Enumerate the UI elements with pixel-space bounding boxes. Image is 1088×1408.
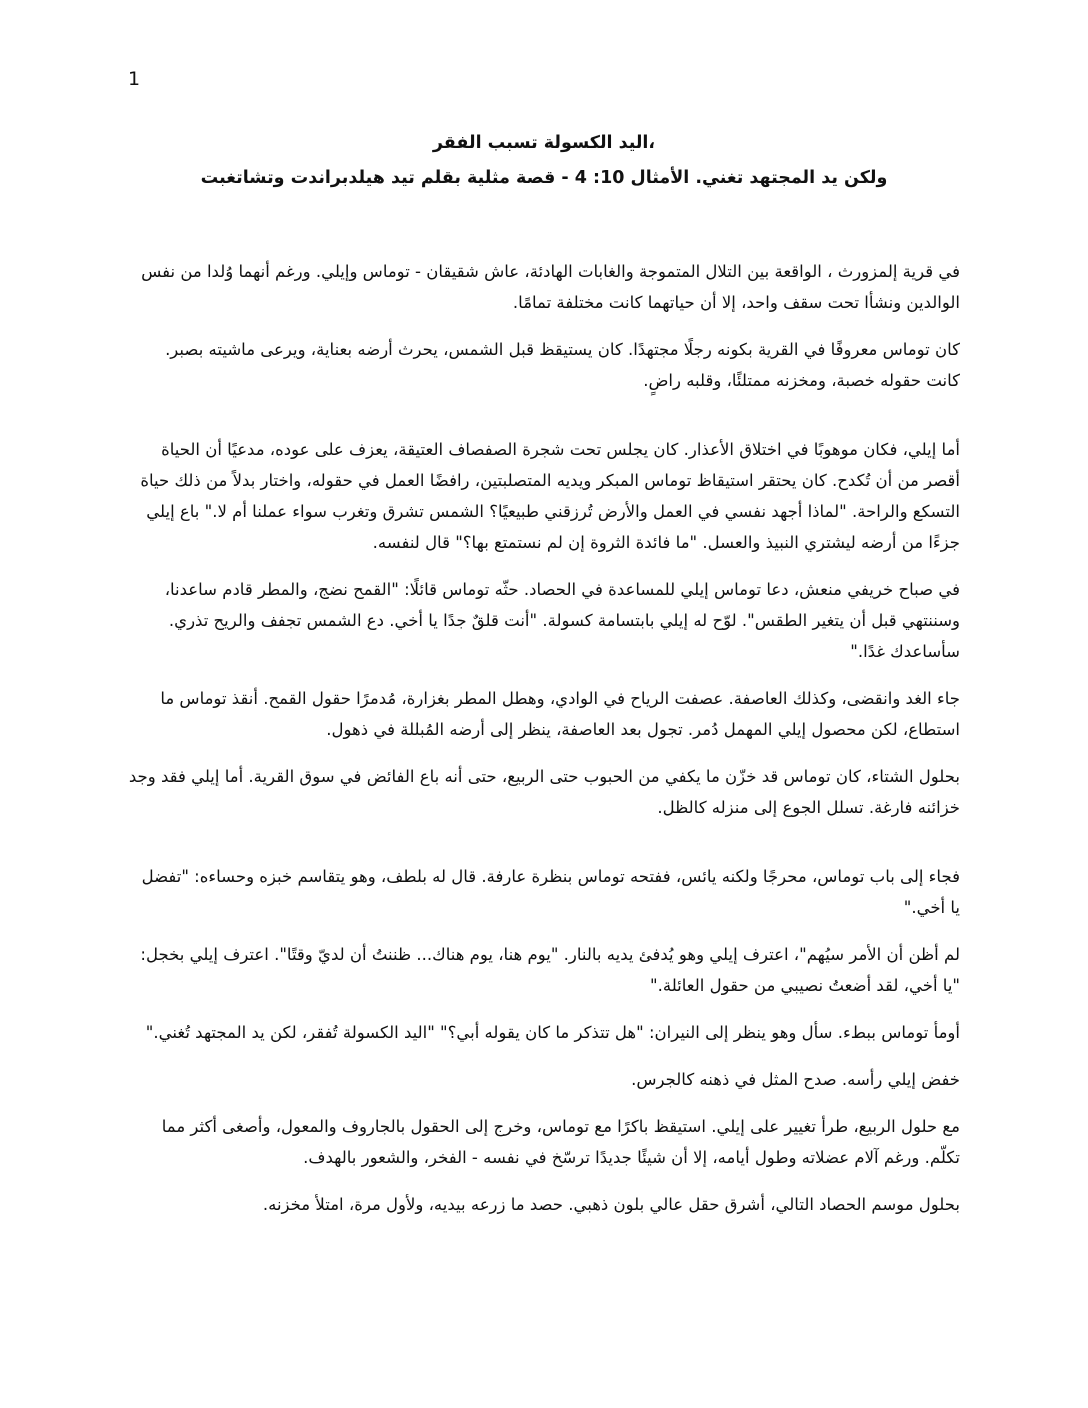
paragraph-8: لم أظن أن الأمر سيُهم"، اعترف إيلي وهو يُدفئ يديه بالنار. "يوم هنا، يوم هناك... ظننتُ أن لديّ وقتًا". اعترف إيلي بخجل: "يا أخي، لقد أضعتُ نصيبي من حقول العائلة." <box>140 945 960 995</box>
story-body <box>128 256 960 1220</box>
paragraph-4: في صباح خريفي منعش، دعا توماس إيلي للمساعدة في الحصاد. حثّه توماس قائلًا: "القمح نضج، والمطر قادم ساعدنا، وسننتهي قبل أن يتغير الطقس". لوّح له إيلي بابتسامة كسولة. "أنت قلقٌ جدًا يا أخي. دع الشمس تجفف والريح تذري. سأساعدك غدًا." <box>164 580 960 661</box>
paragraph-12: بحلول موسم الحصاد التالي، أشرق حقل عالي بلون ذهبي. حصد ما زرعه بيديه، ولأول مرة، امتلأ مخزنه. <box>262 1195 960 1214</box>
paragraph-1: في قرية إلمزورث ، الواقعة بين التلال المتموجة والغابات الهادئة، عاش شقيقان - توماس وإيلي. ورغم أنهما وُلدا من نفس الوالدين ونشأا تحت سقف واحد، إلا أن حياتهما كانت مختلفة تمامًا. <box>141 262 960 312</box>
paragraph-10: خفض إيلي رأسه. صدح المثل في ذهنه كالجرس. <box>631 1070 960 1089</box>
paragraph-9: أومأ توماس ببطء. سأل وهو ينظر إلى النيران: "هل تتذكر ما كان يقوله أبي؟" "اليد الكسولة تُفقر، لكن يد المجتهد تُغني." <box>145 1023 960 1042</box>
paragraph-2: كان توماس معروفًا في القرية بكونه رجلًا مجتهدًا. كان يستيقظ قبل الشمس، يحرث أرضه بعناية، ويرعى ماشيته بصبر. كانت حقوله خصبة، ومخزنه ممتلئًا، وقلبه راضٍ. <box>165 340 960 390</box>
paragraph-7: فجاء إلى باب توماس، محرجًا ولكنه يائس، ففتحه توماس بنظرة عارفة. قال له بلطف، وهو يتقاسم خبزه وحساءه: "تفضل يا أخي." <box>141 867 960 917</box>
title-line-2: ولكن يد المجتهد تغني. الأمثال 10: 4 - قصة مثلية بقلم تيد هيلدبراندت وتشاتغبت <box>200 168 888 188</box>
paragraph-5: جاء الغد وانقضى، وكذلك العاصفة. عصفت الرياح في الوادي، وهطل المطر بغزارة، مُدمرًا حقول القمح. أنقذ توماس ما استطاع، لكن محصول إيلي المهمل دُمر. تجول بعد العاصفة، ينظر إلى أرضه المُبللة في ذهول. <box>160 689 960 739</box>
paragraph-6: بحلول الشتاء، كان توماس قد خزّن ما يكفي من الحبوب حتى الربيع، حتى أنه باع الفائض في سوق القرية. أما إيلي فقد وجد خزائنه فارغة. تسلل الجوع إلى منزله كالظل. <box>128 767 960 817</box>
document-title <box>128 126 960 196</box>
title-line-1: ،اليد الكسولة تسبب الفقر <box>432 133 656 153</box>
page-number: 1 <box>128 68 141 90</box>
paragraph-3: أما إيلي، فكان موهوبًا في اختلاق الأعذار. كان يجلس تحت شجرة الصفصاف العتيقة، يعزف على عوده، مدعيًا أن الحياة أقصر من أن تُكدح. كان يحتقر استيقاظ توماس المبكر ويديه المتصلبتين، رافضًا العمل في حقوله، واختار بدلاً من ذلك حياة التسكع والراحة. "لماذا أجهد نفسي في العمل والأرض تُرزقني طبيعيًا؟ الشمس تشرق وتغرب سواء عملنا أم لا." باع إيلي جزءًا من أرضه ليشتري النبيذ والعسل. "ما فائدة الثروة إن لم نستمتع بها؟" قال لنفسه. <box>140 440 960 552</box>
paragraph-11: مع حلول الربيع، طرأ تغيير على إيلي. استيقظ باكرًا مع توماس، وخرج إلى الحقول بالجاروف والمعول، وأصغى أكثر مما تكلّم. ورغم آلام عضلاته وطول أيامه، إلا أن شيئًا جديدًا ترسّخ في نفسه - الفخر، والشعور بالهدف. <box>161 1117 960 1167</box>
